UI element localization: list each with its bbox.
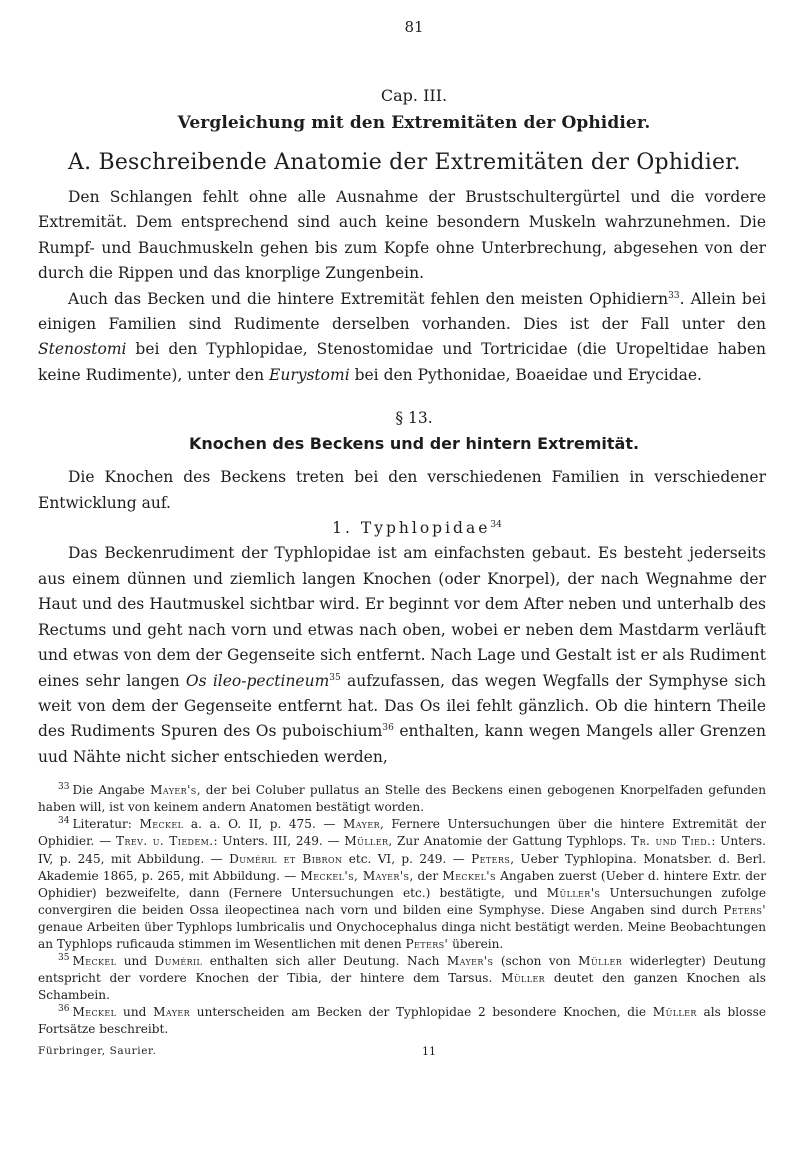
family-heading-text: 1. Typhlopidae (332, 519, 491, 538)
text-span: unterscheiden am Becken der Typhlopidae 2 besondere Knochen, die (190, 1005, 653, 1020)
text-span: Literatur: (72, 817, 140, 832)
text-span: Das Beckenrudiment der Typhlopidae ist am einfachsten gebaut. Es besteht jederseits aus einem dünnen und ziemlich langen Knochen (oder Knorpel), der nach Wegnahme der Haut und des Hautmuskel sichtbar wird. Er beginnt vor dem After neben und unterhalb des Rectums und geht nach vorn und etwas nach oben, wobei er neben dem Mastdarm verläuft und etwas von dem der Gegenseite sich entfernt. Nach Lage und Gestalt ist er als Rudiment eines sehr langen (38, 544, 766, 690)
author-name: Duméril (154, 954, 203, 969)
text-span: , der (409, 868, 443, 883)
page-number: 81 (404, 18, 424, 36)
term-stenostomi: Stenostomi (38, 340, 127, 359)
author-name: Meckel's, Mayer's (300, 868, 410, 883)
text-span: und (116, 954, 155, 969)
document-page (38, 18, 766, 1060)
footnote-ref-35[interactable]: 35 (329, 672, 341, 683)
footnote-ref-34[interactable]: 34 (490, 519, 502, 530)
author-name: Peters (471, 851, 511, 866)
text-span: aufzufassen, das wegen Wegfalls der Symphyse sich weit von dem der Gegenseite entfernt hat. Das Os ilei fehlt gänzlich. Ob die hintern Theile des Rudiments Spuren des Os puboischium (38, 671, 766, 741)
text-span: genaue Arbeiten über Typhlops lumbricalis und Onychocephalus dinga nicht bestätigt werden. Meine Beobachtungen an Typhlops ruficauda stimmen im Wesentlichen mit denen (38, 919, 766, 951)
author-name: Trev. u. Tiedem. (116, 834, 214, 849)
author-name: Mayer's (446, 954, 494, 969)
author-name: Tr. und Tied. (631, 834, 712, 849)
author-name: Müller (652, 1005, 697, 1020)
text-span: (schon von (493, 954, 579, 969)
term-eurystomi: Eurystomi (269, 365, 350, 384)
text-span: , Ueber Typhlopina. Monatsber. d. Berl. Akademie 1865, p. 265, mit Abbildung. — (38, 851, 767, 883)
intro-paragraph-2 (38, 287, 766, 389)
author-name: Müller (344, 834, 389, 849)
footnote-mark: 34 (58, 816, 70, 827)
text-span: Die Angabe (72, 783, 151, 798)
footnote-mark: 35 (58, 953, 70, 964)
text-span: , Fernere Untersuchungen über die hintere Extremität der Ophidier. — (38, 817, 766, 849)
text-span: Untersuchungen zufolge convergiren die beiden Ossa ileopectinea nach vorn und bilden eine Symphyse. Diese Angaben sind durch (38, 885, 766, 917)
text-span: als blosse Fortsätze beschreibt. (38, 1005, 766, 1037)
footnote-mark: 36 (58, 1004, 70, 1015)
page-footer (38, 1043, 766, 1060)
text-span: : Unters. III, 249. — (213, 834, 345, 849)
text-span: enthalten sich aller Deutung. Nach (202, 954, 447, 969)
footnote-ref-36[interactable]: 36 (382, 723, 394, 734)
author-name: Meckel's (442, 868, 496, 883)
body-paragraph (38, 541, 766, 770)
author-name: Mayer's (150, 783, 197, 798)
author-name: Müller (501, 971, 546, 986)
chapter-label: Cap. III. (380, 86, 448, 105)
footer-sheet-number: 11 (422, 1044, 436, 1058)
subsection-intro: Die Knochen des Beckens treten bei den verschiedenen Familien in verschiedener Entwicklung auf. (38, 468, 766, 512)
text-span: und (116, 1005, 154, 1020)
author-name: Peters' (723, 902, 766, 917)
author-name: Mayer (343, 817, 380, 832)
text-span: a. a. O. II, p. 475. — (183, 817, 344, 832)
footnote-34 (38, 816, 766, 953)
footer-publisher: Fürbringer, Saurier. (38, 1044, 157, 1057)
term-os-ileo-pectineum: Os ileo-pectineum (185, 671, 330, 690)
family-heading (38, 516, 766, 541)
footnotes (38, 782, 766, 1060)
paragraph-section-number: § 13. (395, 409, 433, 428)
footnote-36 (38, 1004, 766, 1038)
intro-paragraph-1: Den Schlangen fehlt ohne alle Ausnahme der Brustschultergürtel und die vordere Extremität. Dem entsprechend sind auch keine besondern Muskeln wahrzunehmen. Die Rumpf- und Bauchmuskeln gehen bis zum Kopfe ohne Unterbrechung, abgesehen von der durch die Rippen und das knorplige Zungenbein. (38, 188, 766, 283)
text-span: bei den Pythonidae, Boaeidae und Erycidae. (349, 365, 702, 384)
text-span: , der bei Coluber pullatus an Stelle des Beckens einen gebogenen Knorpelfaden gefunden haben will, ist von keinem andern Anatomen bestätigt worden. (38, 783, 766, 815)
author-name: Meckel (139, 817, 184, 832)
author-name: Müller (578, 954, 623, 969)
text-span: etc. VI, p. 249. — (342, 851, 472, 866)
author-name: Müller's (546, 885, 601, 900)
author-name: Mayer (153, 1005, 191, 1020)
footnote-ref-33[interactable]: 33 (668, 290, 680, 301)
text-span: überein. (448, 936, 504, 951)
footnote-33 (38, 782, 766, 816)
text-span: bei den Typhlopidae, Stenostomidae und Tortricidae (die Uropeltidae haben keine Rudimente), unter den (38, 340, 766, 384)
footnote-mark: 33 (58, 782, 70, 793)
text-span: widerlegter) Deutung entspricht der vordere Knochen der Tibia, der hintere dem Tarsus. (38, 954, 766, 986)
footnote-35 (38, 953, 766, 1004)
section-title: A. Beschreibende Anatomie der Extremitäten der Ophidier. (68, 150, 741, 175)
text-span: , Zur Anatomie der Gattung Typhlops. (388, 834, 632, 849)
text-span: enthalten, kann wegen Mangels aller Grenzen uud Nähte nicht sicher entschieden werden, (38, 722, 766, 766)
chapter-title: Vergleichung mit den Extremitäten der Ophidier. (177, 113, 651, 133)
text-span: Auch das Becken und die hintere Extremität fehlen den meisten Ophidiern (68, 289, 669, 308)
text-span: Angaben zuerst (Ueber d. hintere Extr. der Ophidier) bezweifelte, dann (Fernere Untersuchungen etc.) bestätigte, und (38, 868, 766, 900)
text-span: deutet den ganzen Knochen als Schambein. (38, 971, 766, 1003)
subsection-title: Knochen des Beckens und der hintern Extremität. (188, 434, 640, 454)
author-name: Meckel (72, 1005, 117, 1020)
author-name: Meckel (72, 954, 117, 969)
author-name: Duméril et Bibron (229, 851, 343, 866)
author-name: Peters' (405, 936, 449, 951)
text-span: . Allein bei einigen Familien sind Rudimente derselben vorhanden. Dies ist der Fall unter den (38, 289, 766, 334)
text-span: : Unters. IV, p. 245, mit Abbildung. — (38, 834, 766, 866)
